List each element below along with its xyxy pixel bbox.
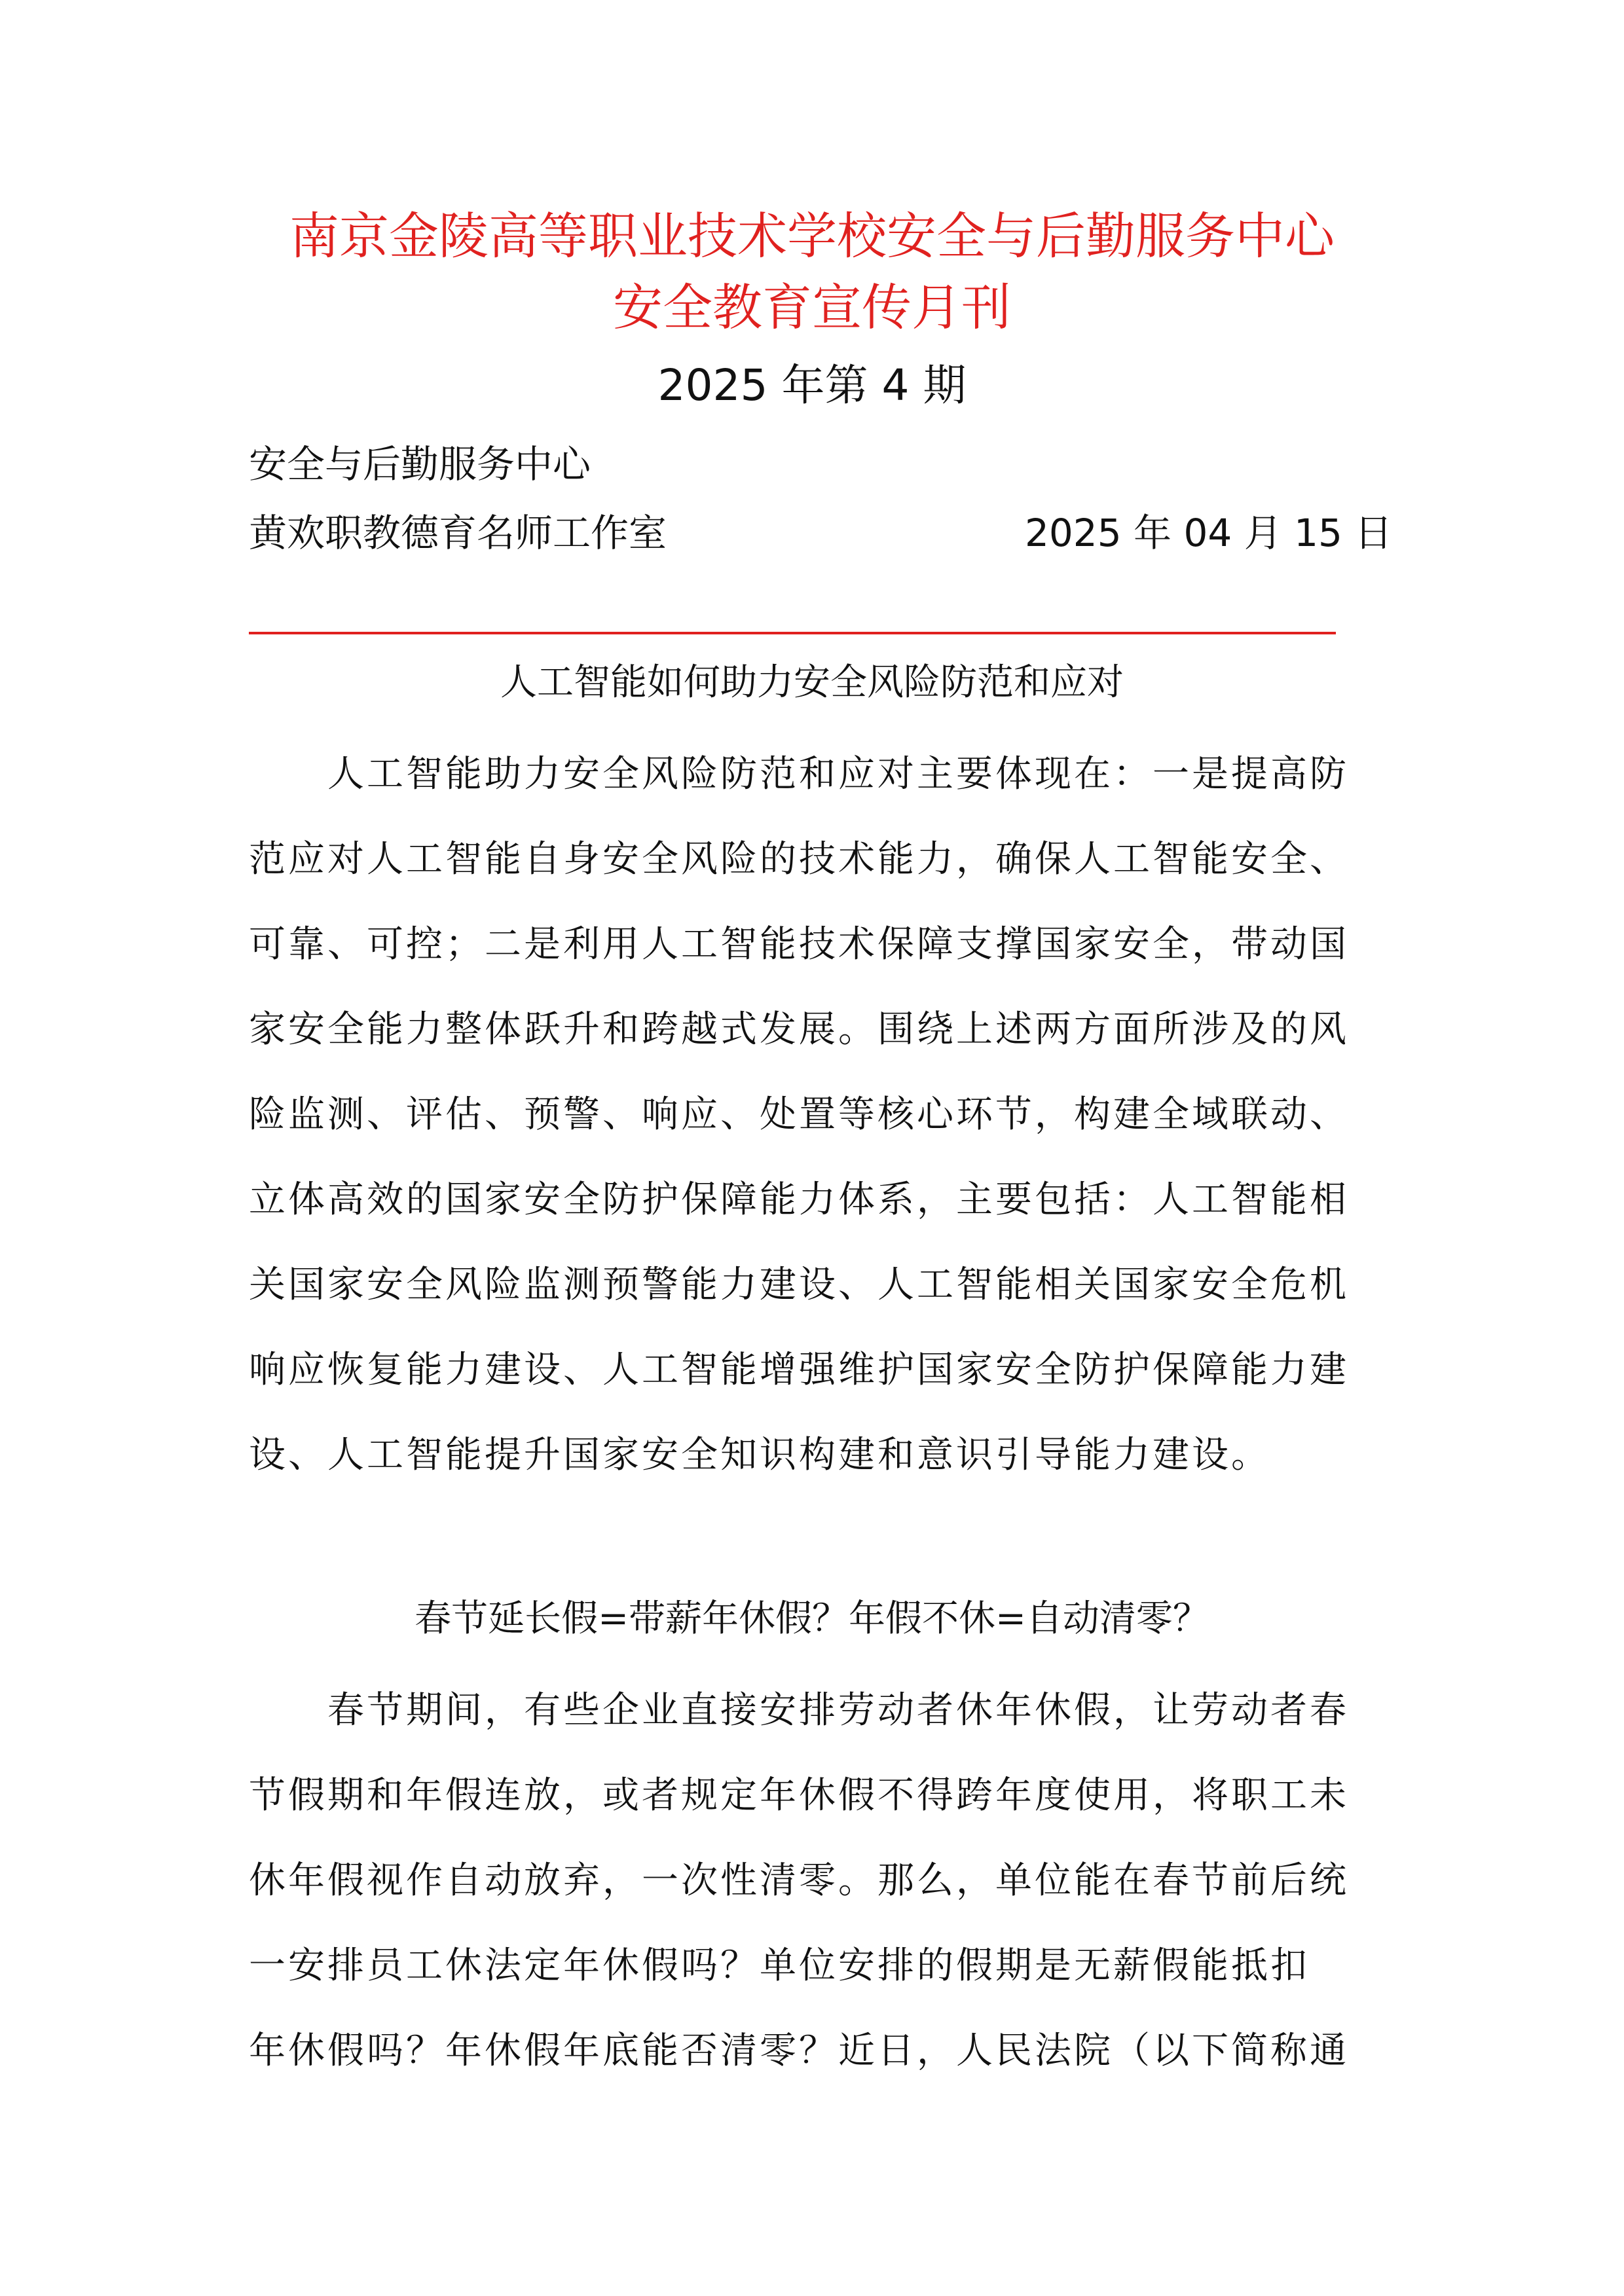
paragraph-line: 立体高效的国家安全防护保障能力体系，主要包括：人工智能相 [249,1178,1349,1221]
studio-name: 黄欢职教德育名师工作室 [249,511,667,555]
publish-date: 2025 年 04 月 15 日 [1025,511,1393,555]
paragraph-line: 响应恢复能力建设、人工智能增强维护国家安全防护保障能力建 [249,1349,1349,1391]
paragraph-line: 休年假视作自动放弃，一次性清零。那么，单位能在春节前后统 [249,1859,1349,1902]
paragraph-line: 家安全能力整体跃升和跨越式发展。围绕上述两方面所涉及的风 [249,1008,1349,1051]
article-heading: 人工智能如何助力安全风险防范和应对 [500,661,1124,704]
paragraph-line: 节假期和年假连放，或者规定年休假不得跨年度使用，将职工未 [249,1774,1349,1817]
paragraph-line: 可靠、可控；二是利用人工智能技术保障支撑国家安全，带动国 [249,923,1349,966]
publication-title: 南京金陵高等职业技术学校安全与后勤服务中心 [289,207,1335,265]
paragraph-line: 关国家安全风险监测预警能力建设、人工智能相关国家安全危机 [249,1264,1349,1306]
publication-subtitle: 安全教育宣传月刊 [613,278,1011,337]
department-name: 安全与后勤服务中心 [249,442,591,486]
article-heading: 春节延长假=带薪年休假？年假不休=自动清零？ [415,1597,1209,1640]
paragraph-line: 险监测、评估、预警、响应、处置等核心环节，构建全域联动、 [249,1093,1349,1136]
paragraph-line: 设、人工智能提升国家安全知识构建和意识引导能力建设。 [249,1434,1270,1476]
paragraph-line: 春节期间，有些企业直接安排劳动者休年休假，让劳动者春 [249,1689,1349,1732]
paragraph-line: 范应对人工智能自身安全风险的技术能力，确保人工智能安全、 [249,838,1349,881]
paragraph-line: 人工智能助力安全风险防范和应对主要体现在：一是提高防 [249,753,1349,795]
paragraph-line: 年休假吗？年休假年底能否清零？近日，人民法院（以下简称通 [249,2030,1349,2072]
issue-number: 2025 年第 4 期 [657,360,967,410]
paragraph-line: 一安排员工休法定年休假吗？单位安排的假期是无薪假能抵扣 [249,1944,1310,1987]
header-divider [249,632,1336,634]
